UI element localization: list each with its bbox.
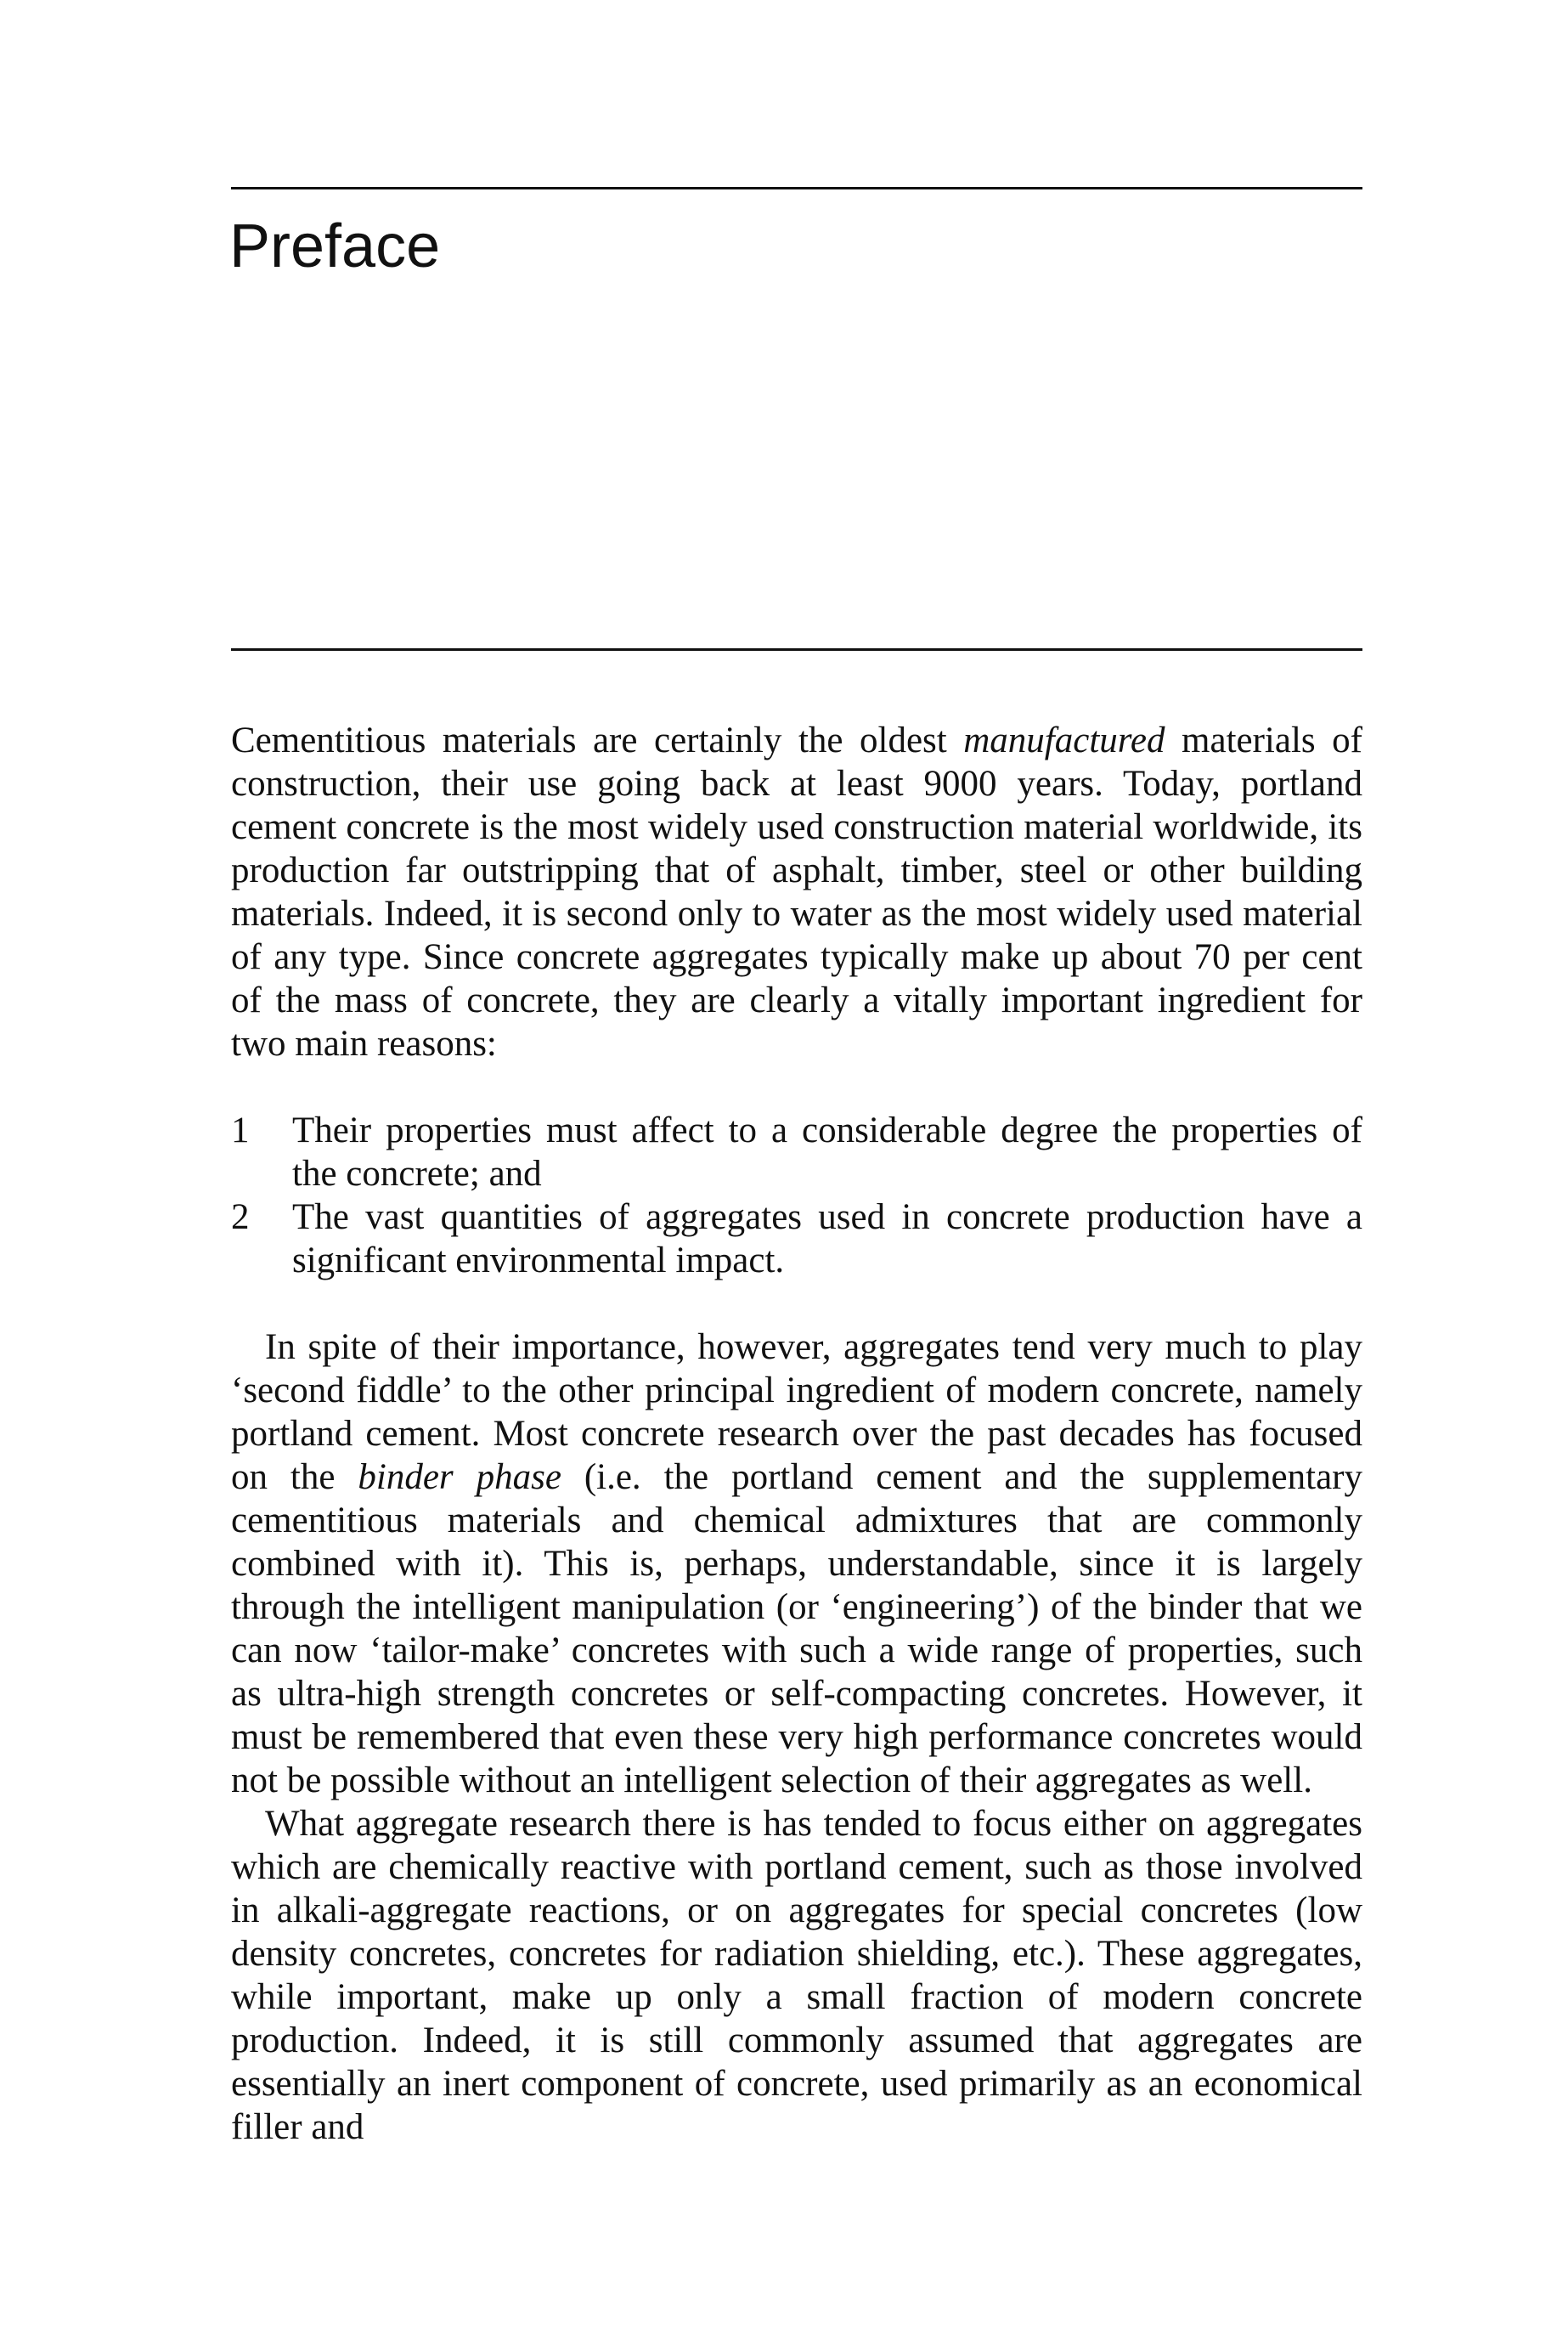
- paragraph-second-fiddle-rest: (i.e. the portland cement and the supplementary cementitious materials and chemical admixtures that are commonly combined with it). This is, perhaps, understandable, since it is largely through the intelligent manipulation (or ‘engineering’) of the binder that we can now ‘tailor-make’ concretes with such a wide range of properties, such as ultra-high strength concretes or self-compacting concretes. However, it must be remembered that even these very high performance concretes would not be possible without an intelligent selection of their aggregates as well.: [231, 1457, 1362, 1800]
- reasons-list: [231, 1109, 1362, 1282]
- list-item: [231, 1109, 1362, 1195]
- emphasis-manufactured: manufactured: [963, 721, 1165, 760]
- paragraph-second-fiddle: [231, 1325, 1362, 1802]
- body-text: [231, 719, 1362, 2149]
- section-rule: [231, 648, 1362, 651]
- paragraph-intro-rest: materials of construction, their use going back at least 9000 years. Today, portland cement concrete is the most widely used construction material worldwide, its production far outstripping that of asphalt, timber, steel or other building materials. Indeed, it is second only to water as the most widely used material of any type. Since concrete aggregates typically make up about 70 per cent of the mass of concrete, they are clearly a vitally important ingredient for two main reasons:: [231, 721, 1362, 1064]
- list-item: [231, 1195, 1362, 1282]
- paragraph-aggregate-research: What aggregate research there is has tended to focus either on aggregates which are chemically reactive with portland cement, such as those involved in alkali-aggregate reactions, or on aggregates for special concretes (low density concretes, concretes for radiation shielding, etc.). These aggregates, while important, make up only a small fraction of modern concrete production. Indeed, it is still commonly assumed that aggregates are essentially an inert component of concrete, used primarily as an economical filler and: [231, 1804, 1362, 2147]
- list-item-text: The vast quantities of aggregates used in concrete production have a significant environmental impact.: [292, 1197, 1362, 1280]
- list-item-text: Their properties must affect to a considerable degree the properties of the concrete; and: [292, 1111, 1362, 1194]
- paragraph-intro-start: Cementitious materials are certainly the oldest: [231, 721, 964, 760]
- paragraph-second-fiddle-start: In spite of their importance, however, aggregates tend very much to play ‘second fiddle’ to the other principal ingredient of modern concrete, namely portland cement. Most concrete research over the past decades has focused on the: [231, 1327, 1362, 1497]
- list-item-number: 1: [231, 1111, 250, 1150]
- page-title: Preface: [229, 212, 441, 280]
- emphasis-binder-phase: binder phase: [358, 1457, 561, 1497]
- paragraph-intro: [231, 719, 1362, 1065]
- list-item-number: 2: [231, 1197, 250, 1237]
- top-rule: [231, 187, 1362, 189]
